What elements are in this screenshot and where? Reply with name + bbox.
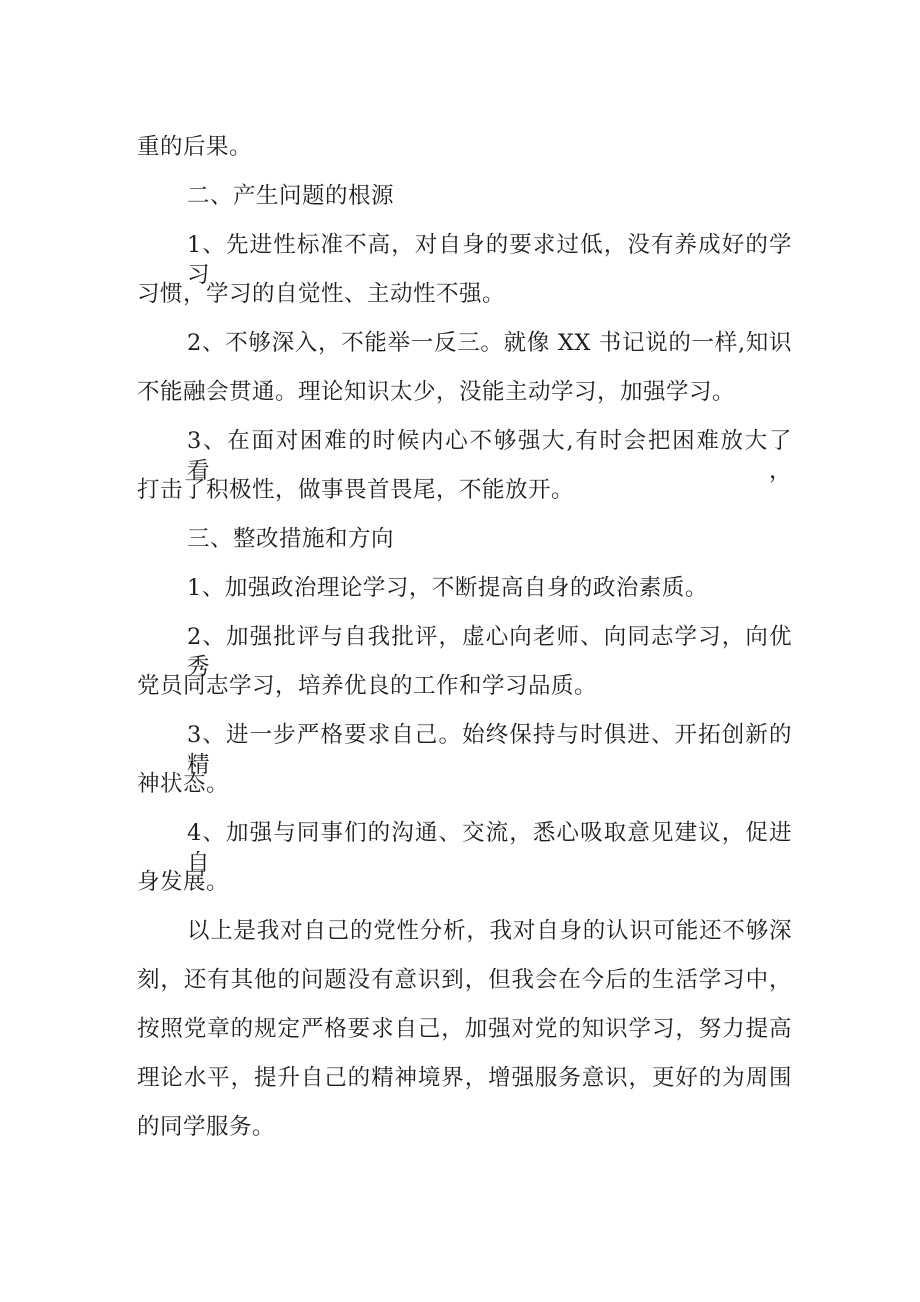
section-heading-rectification: 三、整改措施和方向 xyxy=(187,526,395,552)
text-line: 4、加强与同事们的沟通、交流，悉心吸取意见建议，促进自 xyxy=(187,820,792,876)
text-line: 的同学服务。 xyxy=(137,1114,276,1140)
text-line: 身发展。 xyxy=(137,869,230,895)
text-line: 1、加强政治理论学习，不断提高自身的政治素质。 xyxy=(187,575,708,601)
text-line: 刻，还有其他的问题没有意识到，但我会在今后的生活学习中， xyxy=(137,967,792,993)
text-line: 3、在面对困难的时候内心不够强大,有时会把困难放大了看， xyxy=(187,428,792,484)
text-line: 3、进一步严格要求自己。始终保持与时俱进、开拓创新的精 xyxy=(187,722,792,778)
text-line: 1、先进性标准不高，对自身的要求过低，没有养成好的学习 xyxy=(187,232,792,288)
text-line: 习惯，学习的自觉性、主动性不强。 xyxy=(137,281,506,307)
text-line: 按照党章的规定严格要求自己，加强对党的知识学习，努力提高 xyxy=(137,1016,792,1042)
text-line: 2、加强批评与自我批评，虚心向老师、向同志学习，向优秀 xyxy=(187,624,792,680)
text-line: 党员同志学习，培养优良的工作和学习品质。 xyxy=(137,673,598,699)
text-line: 打击了积极性，做事畏首畏尾，不能放开。 xyxy=(137,477,575,503)
text-line: 重的后果。 xyxy=(137,134,253,160)
text-line: 神状态。 xyxy=(137,771,230,797)
text-line: 理论水平，提升自己的精神境界，增强服务意识，更好的为周围 xyxy=(137,1065,792,1091)
text-line: 不能融会贯通。理论知识太少，没能主动学习，加强学习。 xyxy=(137,379,736,405)
text-line: 2、不够深入，不能举一反三。就像 XX 书记说的一样,知识 xyxy=(187,330,792,356)
text-line: 以上是我对自己的党性分析，我对自身的认识可能还不够深 xyxy=(187,918,792,944)
section-heading-root-causes: 二、产生问题的根源 xyxy=(187,183,395,209)
